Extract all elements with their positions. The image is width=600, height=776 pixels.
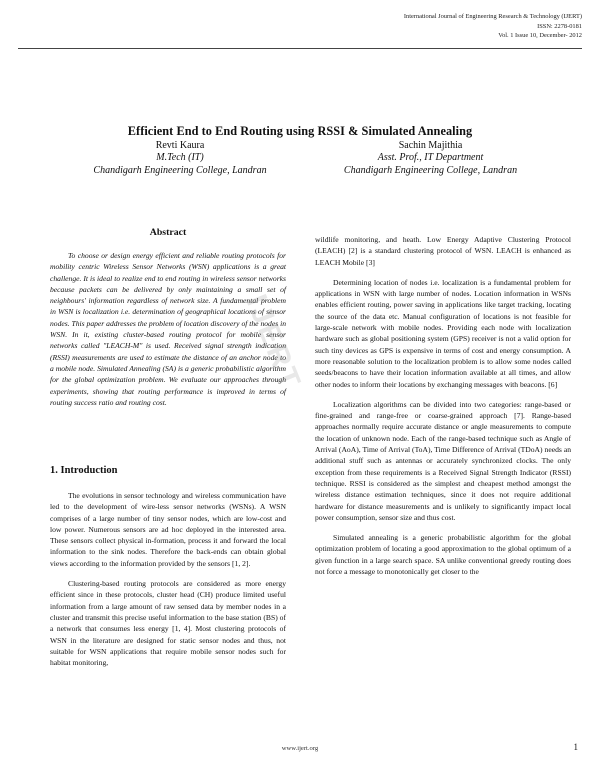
author-1 bbox=[60, 140, 300, 177]
journal-header bbox=[282, 12, 582, 41]
intro-body bbox=[50, 490, 286, 677]
journal-issn: ISSN: 2278-0181 bbox=[537, 22, 582, 30]
author-2-role: Asst. Prof., IT Department bbox=[377, 152, 484, 164]
ijert-watermark: IJERT bbox=[239, 290, 308, 396]
paper-title: Efficient End to End Routing using RSSI & Simulated Annealing bbox=[127, 124, 473, 138]
journal-volume: Vol. 1 Issue 10, December- 2012 bbox=[498, 32, 582, 40]
author-1-name: Revti Kaura bbox=[155, 140, 205, 151]
author-2 bbox=[298, 140, 563, 177]
right-paragraph-0: wildlife monitoring, and heath. Low Energy Adaptive Clustering Protocol (LEACH) [2] is a standard clustering protocol of WSN. LEACH is enhanced as LEACH Mobile [3] bbox=[315, 235, 571, 267]
author-1-role: M.Tech (IT) bbox=[156, 152, 204, 164]
intro-paragraph-1: The evolutions in sensor technology and wireless communication have led to the development of wire-less sensor networks (WSNs). A WSN comprises of a large number of tiny sensor nodes, which are low-cost and low power. Numerous sensors are ad hoc deployed in the interested area. These sensors collect physical in-formation, process it and forward the local information to the sink nodes. Therefore the back-ends can obtain global views according to the information provided by the sensors [1, 2]. bbox=[50, 491, 286, 568]
right-paragraph-3: Simulated annealing is a generic probabilistic algorithm for the global optimization problem of locating a good approximation to the global optimum of a given function in a large search space. SA unlike conventional greedy routing does not force a message to monotonically get closer to the bbox=[315, 533, 571, 577]
author-1-affiliation: Chandigarh Engineering College, Landran bbox=[93, 164, 267, 176]
right-paragraph-2: Localization algorithms can be divided into two categories: range-based or fine-grained and range-free or coarse-grained approach [7]. Range-based approaches normally require accurate distance or angle measurements to compute the location of unknown node. Each of the range-based technique such as Angle of Arrival (AoA), Time of Arrival (ToA), Time Difference of Arrival (TDoA) needs an additional stuff such as antennas or accurately synchronized clocks. The only exception from these requirements is a Received Signal Strength Indicator (RSSI) technique. RSSI is considered as the simplest and cheapest method amongst the wireless distance estimation techniques, since it does not require additional hardware for distance measurements and is unlikely to significantly impact local power consumption, sensor size and thus cost. bbox=[315, 399, 571, 522]
right-paragraph-1: Determining location of nodes i.e. localization is a fundamental problem for applications in WSN with large number of nodes. Location information in WSNs enables efficient routing, power saving in applications like target tracking, locating the source of the data etc. Manual configuration of locations is not feasible for large-scale network with mobile nodes. Providing each node with localization hardware such as global positioning system (GPS) receiver is not a valid option for such tiny devices as GPS is expensive in terms of cost and energy consumption. A more reasonable solution to the localization problem is to allow some nodes called seeds/beacons to have their location information available at all times, and allow other nodes to inform their locations by exchanging messages with beacons. [6] bbox=[315, 277, 571, 389]
header-rule bbox=[18, 48, 582, 49]
page-number: 1 bbox=[573, 742, 578, 752]
author-2-name: Sachin Majithia bbox=[398, 140, 463, 151]
author-2-affiliation: Chandigarh Engineering College, Landran bbox=[343, 164, 518, 176]
journal-name: International Journal of Engineering Research & Technology (IJERT) bbox=[403, 13, 582, 20]
right-column bbox=[315, 234, 571, 586]
abstract-text: To choose or design energy efficient and reliable routing protocols for mobility centric Wireless Sensor Networks (WSN) applications is a great challenge. It is ideal to realize end to end routing in wireless sensor networks because packets can be delivered by only maintaining a small set of neighbours' information regardless of network size. A fundamental problem in WSN is localization i.e. determination of geographical locations of sensor nodes. This paper addresses the problem of location discovery of the nodes in WSN. In it, existing cluster-based routing protocol for mobile sensor networks called "LEACH-M" is used. Received signal strength indication (RSSI) measurements are used to estimate the distance of an anchor node to a mobile node. Simulated Annealing (SA) is a generic probabilistic algorithm for the global optimization problem. We evaluate our approaches through experiments, showing that routing performance is improved in terms of routing success ratio and routing cost. bbox=[50, 251, 286, 407]
intro-paragraph-2: Clustering-based routing protocols are considered as more energy efficient since in these protocols, cluster head (CH) produce limited useful information from a large amount of raw sensed data by member nodes in a cluster and transmit this precise useful information to the base station (BS) of a network that consumes less energy [1, 4]. Most clustering protocols of WSN in the literature are designed for static sensor nodes and thus, not suitable for WSN applications that require mobile sensor nodes such for habitat monitoring, bbox=[50, 579, 286, 668]
intro-heading: 1. Introduction bbox=[50, 465, 118, 476]
footer-url[interactable]: www.ijert.org bbox=[281, 745, 319, 752]
abstract-heading: Abstract bbox=[149, 227, 187, 238]
